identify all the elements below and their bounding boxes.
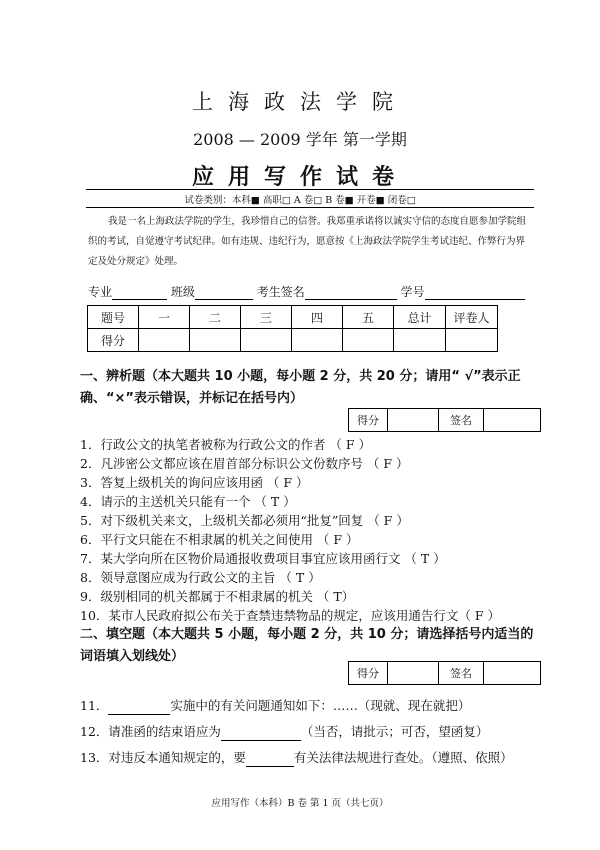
score-cell[interactable] [446,329,498,352]
question-12-blank[interactable] [221,726,301,741]
score-cell[interactable] [241,329,292,352]
section2-grader-box [348,661,541,685]
question-item: 4．请示的主送机关只能有一个 （ T ） [80,494,296,509]
class-field[interactable] [195,286,253,300]
academic-year: 2008 — 2009 学年 第一学期 [193,130,407,149]
grader-sign-label: 签名 [439,409,484,432]
score-table-score-row [88,329,498,352]
question-item: 5．对下级机关来文，上级机关都必须用“批复”回复 （ F ） [80,513,409,528]
signature-field[interactable] [305,286,397,300]
question-13-prefix: 13．对违反本通知规定的，要 [80,750,246,765]
school-name: 上海政法学院 [192,90,408,114]
question-12-prefix: 12．请准函的结束语应为 [80,724,221,739]
section1-grader-box [348,408,541,432]
score-cell[interactable] [292,329,343,352]
score-cell[interactable] [139,329,190,352]
grader-score-label: 得分 [349,409,388,432]
question-12-suffix: （当否，请批示；可否，望函复） [300,724,489,739]
score-row-label: 得分 [88,329,139,352]
score-header-cell: 总计 [394,306,446,329]
score-table-header-row [88,306,498,329]
exam-title: 应用写作试卷 [191,164,408,190]
divider-top [86,189,534,190]
score-cell[interactable] [190,329,241,352]
grader-score-label: 得分 [349,662,388,685]
question-13-blank[interactable] [246,752,294,767]
class-label: 班级 [170,285,195,299]
exam-type: 试卷类别：本科■ 高职□ A 卷□ B 卷■ 开卷■ 闭卷□ [184,195,416,206]
question-item: 10．某市人民政府拟公布关于查禁违禁物品的规定，应该用通告行文（ F ） [80,608,501,623]
major-field[interactable] [112,286,167,300]
question-item: 8．领导意图应成为行政公文的主旨 （ T ） [80,570,321,585]
honor-pledge: 我是一名上海政法学院的学生，我珍惜自己的信誉。我郑重承诺将以诚实守信的态度自愿参加学院组织的考试，自觉遵守考试纪律。如有违规、违纪行为，愿意按《上海政法学院学生考试违纪、作弊行为界定及处分规定》处理。 [88,216,527,267]
grader-score-cell[interactable] [388,409,439,432]
grader-sign-cell[interactable] [484,662,541,685]
score-header-cell: 四 [292,306,343,329]
section2-title: 二、填空题（本大题共 5 小题，每小题 2 分，共 10 分；请选择括号内适当的词语填入划线处） [80,627,534,664]
question-12 [80,722,488,741]
score-header-cell: 五 [343,306,394,329]
score-table [87,305,498,352]
section1-title: 一、辨析题（本大题共 10 小题，每小题 2 分，共 20 分；请用“ √”表示正确、“×”表示错误，并标记在括号内） [80,369,521,406]
page-footer: 应用写作（本科）B 卷 第 1 页（共七页） [211,798,389,809]
grader-sign-cell[interactable] [484,409,541,432]
question-item: 1．行政公文的执笔者被称为行政公文的作者 （ F ） [80,437,372,452]
question-11-prefix: 11． [80,698,109,713]
grader-score-cell[interactable] [388,662,439,685]
score-header-cell: 二 [190,306,241,329]
student-id-field[interactable] [425,286,525,300]
score-cell[interactable] [394,329,446,352]
question-11-suffix: 实施中的有关问题通知如下：……（现就、现在就把） [170,698,471,713]
student-info-row [88,283,534,300]
score-header-cell: 评卷人 [446,306,498,329]
question-item: 6．平行文只能在不相隶属的机关之间使用 （ F ） [80,532,359,547]
question-item: 9．级别相同的机关都属于不相隶属的机关 （ T） [80,589,355,604]
score-header-cell: 三 [241,306,292,329]
signature-label: 考生签名 [256,285,305,299]
question-item: 7．某大学向所在区物价局通报收费项目事宜应该用函行文 （ T ） [80,551,446,566]
divider-bottom [86,207,534,208]
question-11-blank[interactable] [108,700,170,715]
question-item: 2．凡涉密公文都应该在眉首部分标识公文份数序号 （ F ） [80,456,409,471]
question-13-suffix: 有关法律法规进行查处。（遵照、依照） [293,750,513,765]
student-id-label: 学号 [400,285,425,299]
question-11 [80,696,470,715]
score-cell[interactable] [343,329,394,352]
grader-sign-label: 签名 [439,662,484,685]
score-header-cell: 一 [139,306,190,329]
question-item: 3．答复上级机关的询问应该用函 （ F ） [80,475,309,490]
question-13 [80,748,513,767]
score-header-cell: 题号 [88,306,139,329]
major-label: 专业 [88,285,113,299]
